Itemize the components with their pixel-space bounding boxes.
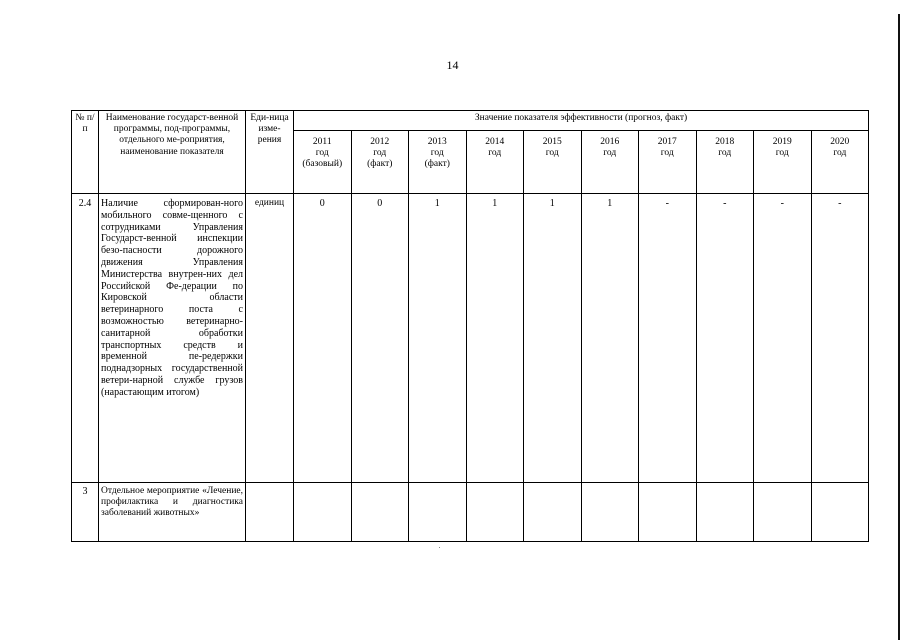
value-cell-2014: 1: [466, 194, 524, 483]
row-unit: [246, 483, 294, 542]
header-year-2015: 2015 год: [524, 131, 582, 194]
value-cell-2013: 1: [409, 194, 467, 483]
value-cell-2011: [294, 483, 352, 542]
value-cell-2015: [524, 483, 582, 542]
header-year-2017: 2017 год: [639, 131, 697, 194]
scan-speck: [439, 547, 440, 548]
value-cell-2012: [351, 483, 409, 542]
page-edge-line: [898, 14, 900, 640]
header-name: Наименование государст-венной программы, под-программы, отдельного ме-роприятия, наименование показателя: [99, 111, 246, 194]
value-cell-2019: [754, 483, 812, 542]
value-cell-2015: 1: [524, 194, 582, 483]
value-cell-2014: [466, 483, 524, 542]
value-cell-2018: [696, 483, 754, 542]
indicators-table: [71, 110, 869, 542]
value-cell-2018: -: [696, 194, 754, 483]
header-year-2014: 2014 год: [466, 131, 524, 194]
header-value-group: Значение показателя эффективности (прогноз, факт): [294, 111, 869, 131]
header-unit: Еди-ница изме-рения: [246, 111, 294, 194]
value-cell-2017: -: [639, 194, 697, 483]
header-year-2012: 2012 год (факт): [351, 131, 409, 194]
table-row: [72, 194, 869, 483]
header-year-2020: 2020 год: [811, 131, 869, 194]
page-number: 14: [446, 58, 459, 72]
row-number: 3: [72, 483, 99, 542]
row-name: Наличие сформирован-ного мобильного совме-щенного с сотрудниками Управления Государст-венной инспекции безо-пасности дорожного движения Управления Министерства внутрен-них дел Российской Фе-дерации по Кировской области ветеринарного поста с возможностью ветеринарно-санитарной обработки транспортных средств и временной пе-редержки поднадзорных государственной ветери-нарной службе грузов (нарастающим итогом): [99, 194, 246, 483]
value-cell-2016: [581, 483, 639, 542]
row-number: 2.4: [72, 194, 99, 483]
header-year-2016: 2016 год: [581, 131, 639, 194]
header-year-2011: 2011 год (базовый): [294, 131, 352, 194]
header-year-2013: 2013 год (факт): [409, 131, 467, 194]
value-cell-2019: -: [754, 194, 812, 483]
value-cell-2016: 1: [581, 194, 639, 483]
value-cell-2017: [639, 483, 697, 542]
table-row: [72, 483, 869, 542]
value-cell-2020: -: [811, 194, 869, 483]
header-year-2018: 2018 год: [696, 131, 754, 194]
header-year-2019: 2019 год: [754, 131, 812, 194]
row-unit: единиц: [246, 194, 294, 483]
value-cell-2012: 0: [351, 194, 409, 483]
value-cell-2011: 0: [294, 194, 352, 483]
value-cell-2020: [811, 483, 869, 542]
header-number: № п/п: [72, 111, 99, 194]
value-cell-2013: [409, 483, 467, 542]
row-name: Отдельное мероприятие «Лечение, профилактика и диагностика заболеваний животных»: [99, 483, 246, 542]
